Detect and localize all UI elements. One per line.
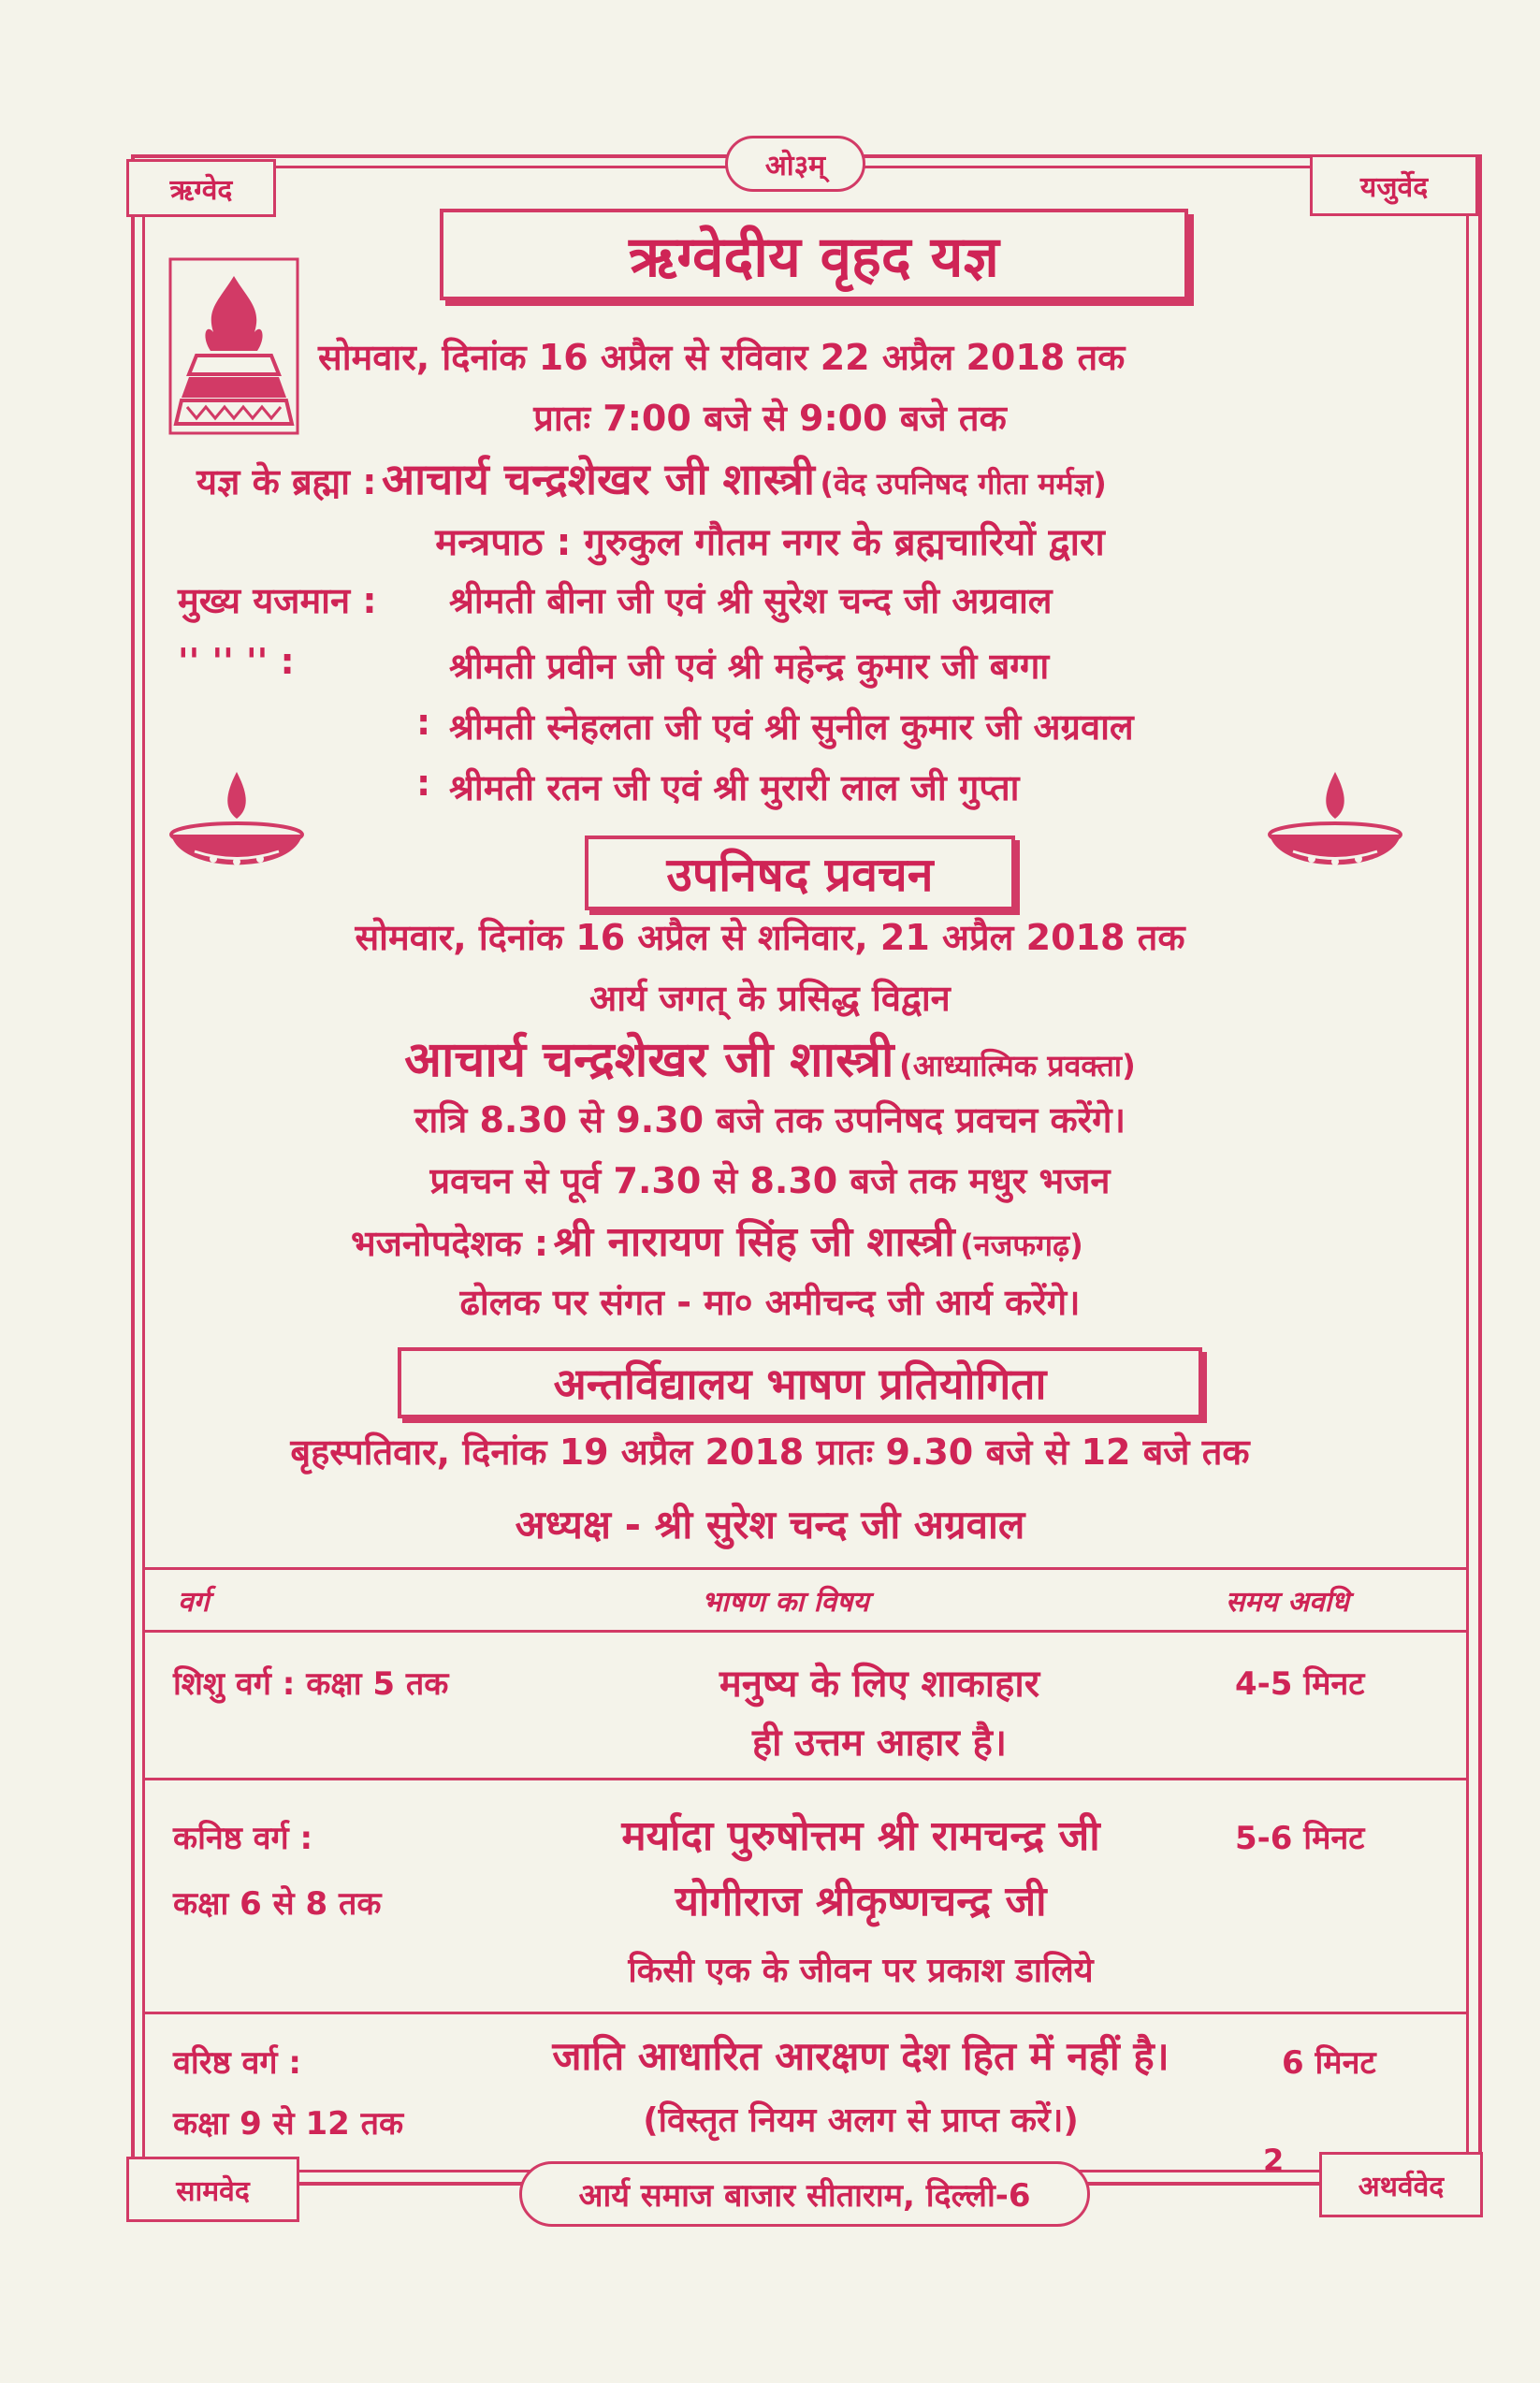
competition-president: अध्यक्ष - श्री सुरेश चन्द जी अग्रवाल <box>515 1502 1025 1547</box>
row3-topic2: (विस्तृत नियम अलग से प्राप्त करें।) <box>643 2101 1079 2140</box>
yagya-brahma <box>196 449 1107 507</box>
yagya-mantrapath: मन्त्रपाठ : गुरुकुल गौतम नगर के ब्रह्मचारियों द्वारा <box>435 521 1105 564</box>
header-topic: भाषण का विषय <box>702 1586 869 1619</box>
row3-category2: कक्षा 9 से 12 तक <box>173 2105 404 2143</box>
row2-duration: 5-6 मिनट <box>1235 1820 1365 1857</box>
pravachan-speaker-note: (आध्यात्मिक प्रवक्ता) <box>899 1048 1136 1083</box>
row1-topic2: ही उत्तम आहार है। <box>751 1722 1008 1765</box>
pravachan-dates: सोमवार, दिनांक 16 अप्रैल से शनिवार, 21 अप्रैल 2018 तक <box>355 917 1185 958</box>
row2-category2: कक्षा 6 से 8 तक <box>173 1885 382 1923</box>
yajman-ditto: '' '' '' : <box>178 641 295 682</box>
pravachan-time: रात्रि 8.30 से 9.30 बजे तक उपनिषद प्रवचन करेंगे। <box>414 1099 1126 1141</box>
corner-bottom-left: सामवेद <box>126 2157 299 2222</box>
pravachan-speaker-line <box>0 1024 1540 1091</box>
row2-topic: मर्यादा पुरुषोत्तम श्री रामचन्द्र जी <box>621 1812 1100 1860</box>
table-rule-row1 <box>142 1778 1469 1780</box>
bhajanopdeshak-name: श्री नारायण सिंह जी शास्त्री <box>553 1218 955 1266</box>
bhajanopdeshak-place: (नजफगढ़) <box>960 1228 1083 1263</box>
row1-category: शिशु वर्ग : कक्षा 5 तक <box>173 1665 449 1703</box>
brahma-label: यज्ञ के ब्रह्मा : <box>196 461 377 502</box>
yajman-label: मुख्य यजमान : <box>178 580 377 621</box>
row3-topic: जाति आधारित आरक्षण देश हित में नहीं है। <box>552 2033 1170 2079</box>
diya-icon <box>1265 767 1405 889</box>
row1-duration: 4-5 मिनट <box>1235 1665 1365 1703</box>
row3-duration: 6 मिनट <box>1282 2044 1376 2082</box>
row2-topic3: किसी एक के जीवन पर प्रकाश डालिये <box>628 1952 1094 1990</box>
yajman-1: श्रीमती बीना जी एवं श्री सुरेश चन्द जी अग्रवाल <box>449 580 1053 621</box>
yagya-time: प्रातः 7:00 बजे से 9:00 बजे तक <box>533 398 1007 439</box>
yajman-colon: : <box>416 702 431 743</box>
table-rule-header <box>142 1630 1469 1633</box>
competition-date: बृहस्पतिवार, दिनांक 19 अप्रैल 2018 प्रातः 9.30 बजे से 12 बजे तक <box>290 1431 1250 1473</box>
pravachan-dholak: ढोलक पर संगत - मा० अमीचन्द जी आर्य करेंगे। <box>459 1282 1081 1323</box>
pravachan-title: उपनिषद प्रवचन <box>585 836 1015 910</box>
corner-top-right: यजुर्वेद <box>1310 154 1478 216</box>
yagya-title: ऋग्वेदीय वृहद यज्ञ <box>440 209 1188 300</box>
row2-topic2: योगीराज श्रीकृष्णचन्द्र जी <box>675 1878 1047 1925</box>
row1-topic: मनुष्य के लिए शाकाहार <box>719 1663 1040 1706</box>
pravachan-speaker: आचार्य चन्द्रशेखर जी शास्त्री <box>404 1032 894 1088</box>
pravachan-intro: आर्य जगत् के प्रसिद्ध विद्वान <box>589 978 951 1019</box>
brahma-name: आचार्य चन्द्रशेखर जी शास्त्री <box>382 454 815 504</box>
diya-icon <box>167 767 307 889</box>
yajman-3: श्रीमती स्नेहलता जी एवं श्री सुनील कुमार जी अग्रवाल <box>449 706 1134 748</box>
corner-bottom-right: अथर्ववेद <box>1319 2152 1483 2217</box>
yajman-colon: : <box>416 763 431 804</box>
om-heading: ओ३म् <box>725 136 865 192</box>
yajman-4: श्रीमती रतन जी एवं श्री मुरारी लाल जी गुप्ता <box>449 767 1020 808</box>
header-duration: समय अवधि <box>1226 1586 1349 1619</box>
competition-title: अन्तर्विद्यालय भाषण प्रतियोगिता <box>398 1347 1202 1418</box>
corner-top-left: ऋग्वेद <box>126 159 276 217</box>
table-rule-top <box>142 1567 1469 1570</box>
bhajanopdeshak-label: भजनोपदेशक : <box>351 1223 549 1264</box>
row2-category: कनिष्ठ वर्ग : <box>173 1820 313 1857</box>
yagya-dates: सोमवार, दिनांक 16 अप्रैल से रविवार 22 अप्रैल 2018 तक <box>318 337 1126 378</box>
bhajanopdeshak-line <box>351 1212 1083 1268</box>
footer-address: आर्य समाज बाजार सीताराम, दिल्ली-6 <box>519 2161 1090 2227</box>
yajman-2: श्रीमती प्रवीन जी एवं श्री महेन्द्र कुमार जी बग्गा <box>449 646 1050 687</box>
table-rule-row2 <box>142 2012 1469 2014</box>
header-category: वर्ग <box>178 1586 210 1619</box>
row3-category: वरिष्ठ वर्ग : <box>173 2044 301 2082</box>
page-number: 2 <box>1263 2143 1285 2178</box>
pravachan-bhajan: प्रवचन से पूर्व 7.30 से 8.30 बजे तक मधुर भजन <box>429 1160 1111 1201</box>
brahma-note: (वेद उपनिषद गीता मर्मज्ञ) <box>820 466 1107 501</box>
